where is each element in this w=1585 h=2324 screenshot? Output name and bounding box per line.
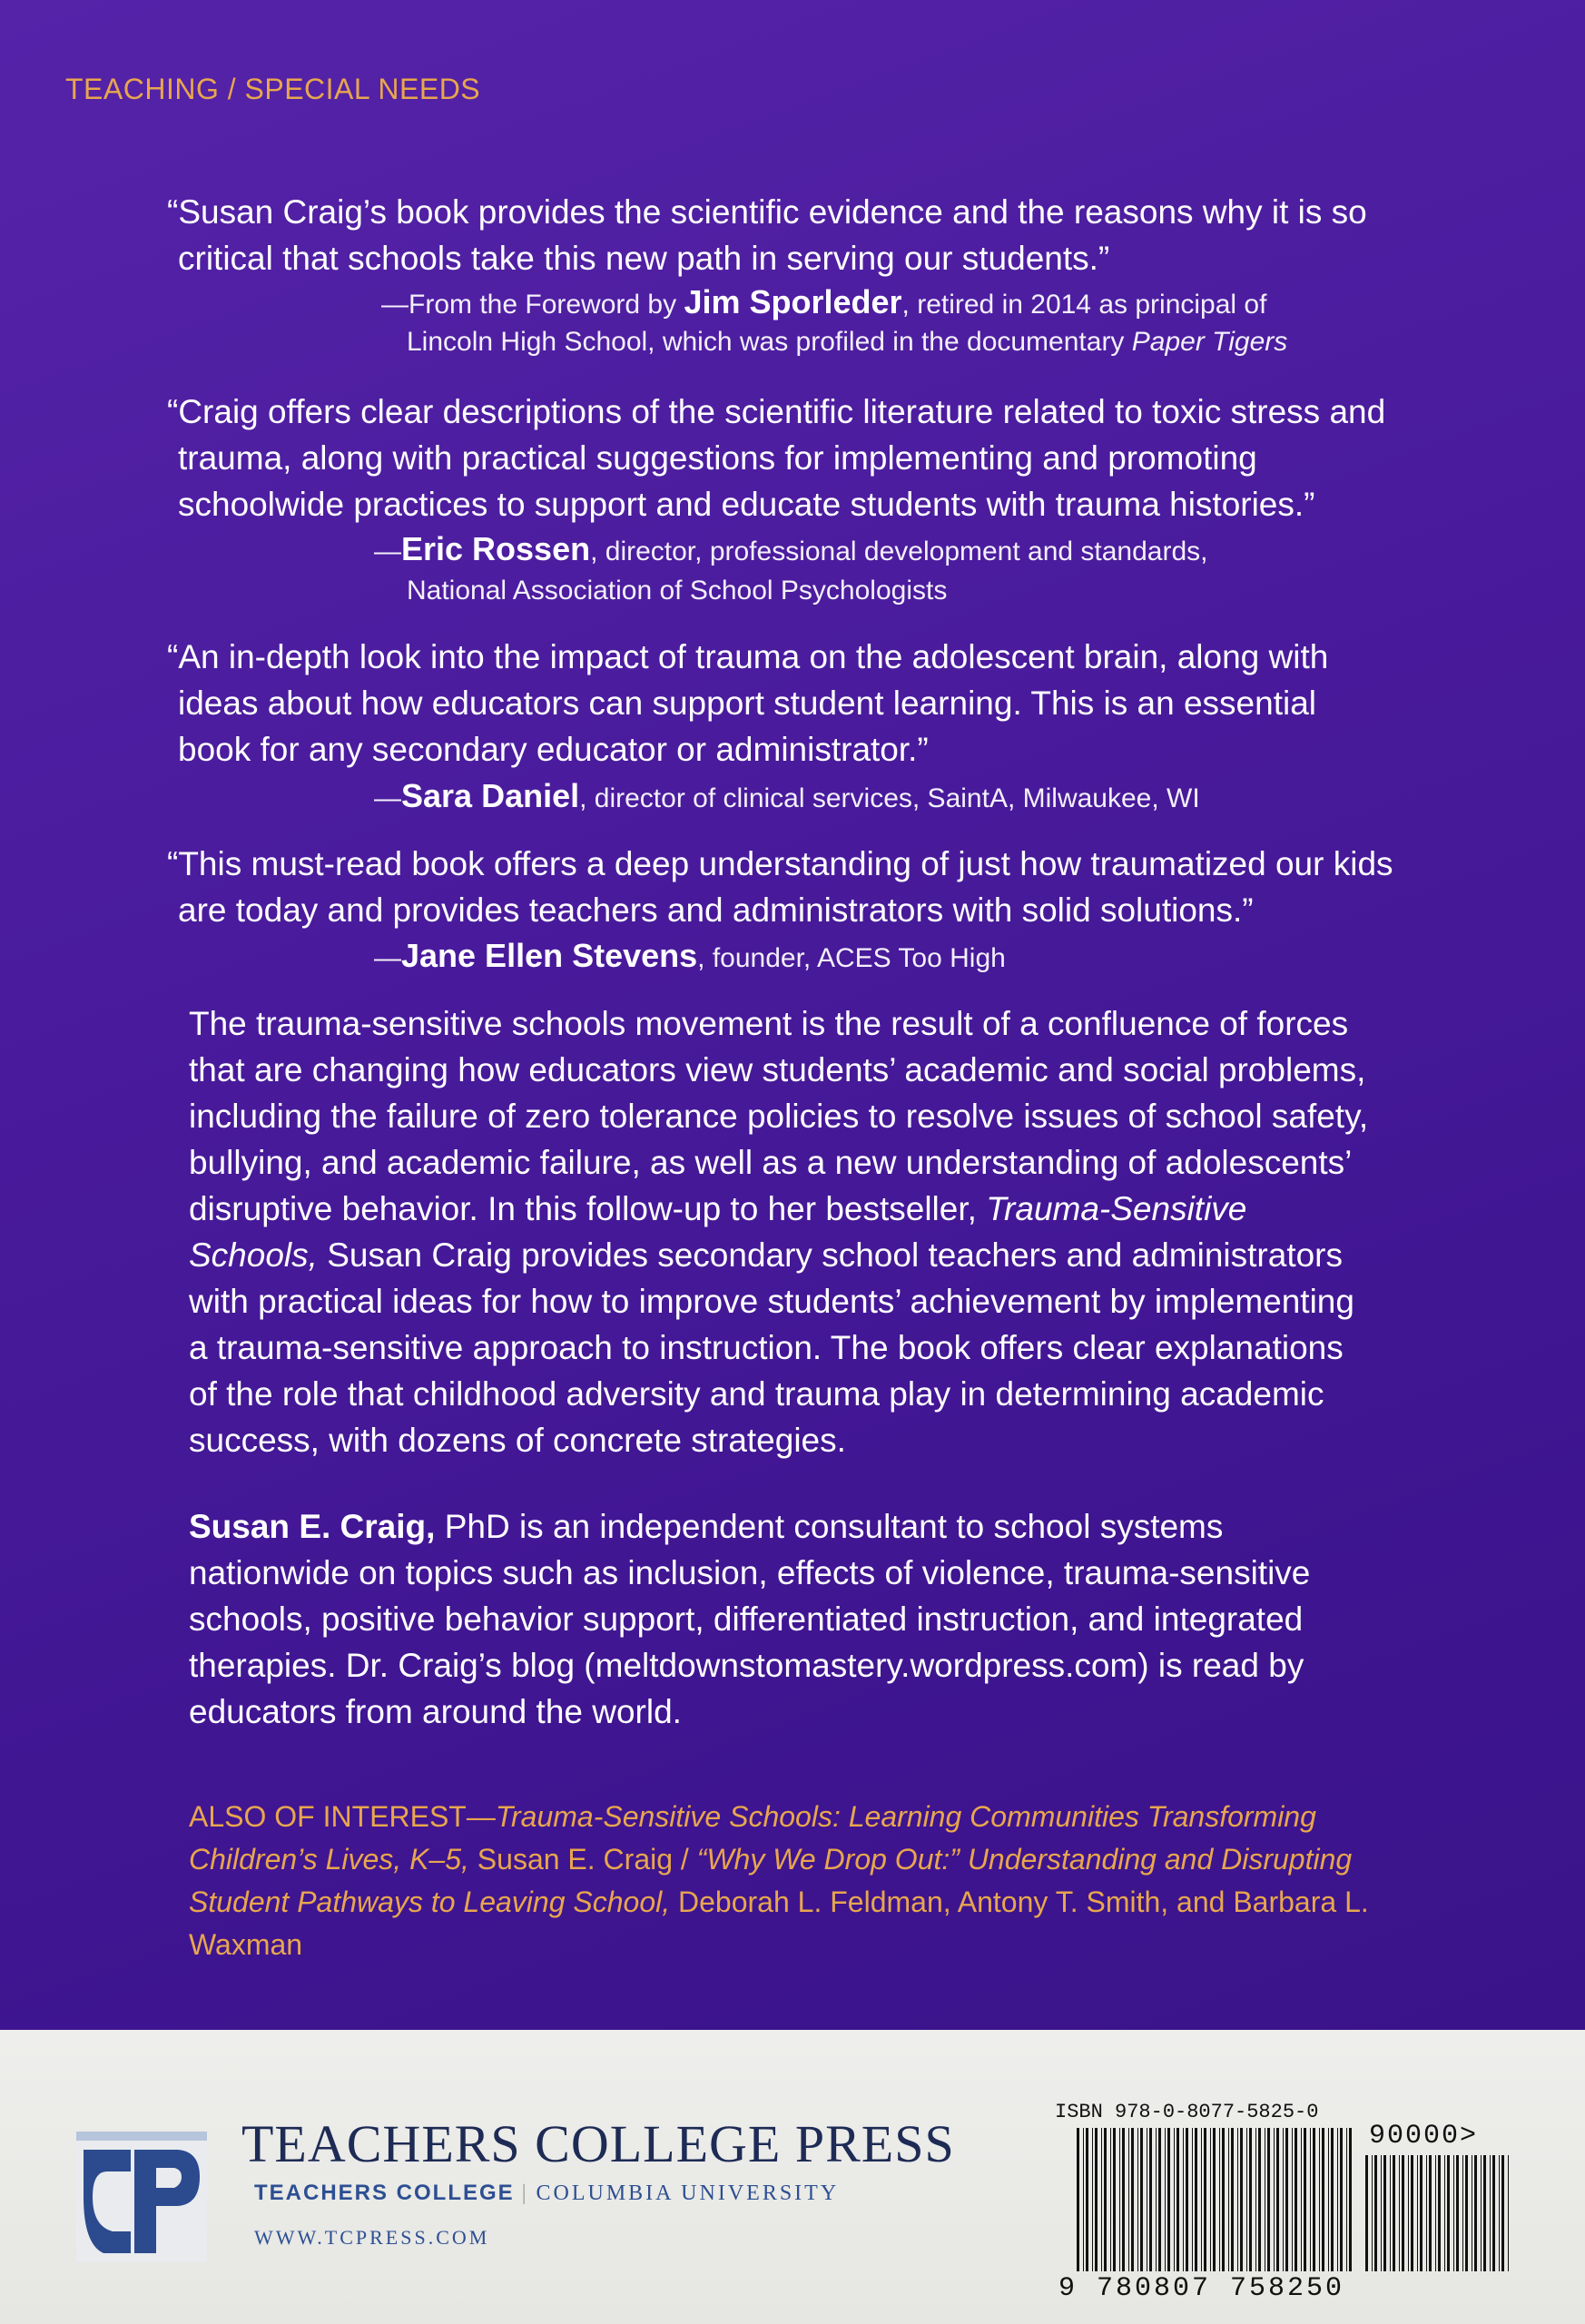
barcode-bar (1429, 2155, 1432, 2271)
quote-text: “Craig offers clear descriptions of the scientific literature related to toxic stress and trauma, along with practical suggestions for implementing and promoting schoolwide practices to support and educate students with trauma histories.” (167, 393, 1386, 523)
barcode-bar (1453, 2155, 1454, 2271)
barcode-bar (1374, 2155, 1377, 2271)
barcode-bar (1390, 2155, 1391, 2271)
barcode-bar (1267, 2128, 1270, 2271)
barcode-bar (1095, 2128, 1098, 2271)
barcode-bar (1140, 2128, 1143, 2271)
publisher-affiliation: TEACHERS COLLEGE | COLUMBIA UNIVERSITY (254, 2181, 840, 2205)
barcode-bar (1101, 2128, 1102, 2271)
barcode-bar (1174, 2128, 1175, 2271)
barcode-bar (1456, 2155, 1459, 2271)
publisher-logo-icon (76, 2132, 207, 2262)
barcode-bar (1483, 2155, 1486, 2271)
barcode-bar (1258, 2128, 1261, 2271)
barcode-bar (1349, 2128, 1352, 2271)
barcode-bar (1122, 2128, 1125, 2271)
barcode-bar (1292, 2128, 1293, 2271)
barcode-bar (1322, 2128, 1324, 2271)
barcode-bar (1402, 2155, 1404, 2271)
barcode-bar (1304, 2128, 1306, 2271)
barcode-bar (1301, 2128, 1302, 2271)
quote-author: Sara Daniel (401, 777, 580, 814)
barcode-bar (1438, 2155, 1441, 2271)
barcode-bar (1465, 2155, 1468, 2271)
barcode-bar (1158, 2128, 1161, 2271)
publisher-name: TEACHERS COLLEGE PRESS (241, 2114, 955, 2173)
barcode-bar (1501, 2155, 1504, 2271)
barcode-bar (1210, 2128, 1211, 2271)
barcode-bar (1481, 2155, 1482, 2271)
book-title-reference: Trauma-Sensitive Schools, (189, 1190, 1247, 1274)
quote-text: “An in-depth look into the impact of trauma on the adolescent brain, along with ideas about how educators can support student learning. This is an essential book for any secondary educator or administrator.” (167, 638, 1329, 768)
barcode-bar (1231, 2128, 1234, 2271)
barcode-bar (1119, 2128, 1120, 2271)
barcode-bar (1474, 2155, 1477, 2271)
book-description: The trauma-sensitive schools movement is the result of a confluence of forces that are changing how educators view students’ academic and social problems, including the failure of zero tolerance policies to resolve issues of school safety, bullying, and academic failure, as well as a new understanding of adolescents’ disruptive behavior. In this follow-up to her bestseller, Trauma-Sensitive Schools, Susan Craig provides secondary school teachers and administrators with practical ideas for how to improve students’ achievement by implementing a trauma-sensitive approach to instruction. The book offers clear explanations of the role that childhood adversity and trauma play in determining academic success, with dozens of concrete strategies. (189, 1005, 1369, 1459)
barcode-bar (1310, 2128, 1311, 2271)
barcode-bar (1319, 2128, 1320, 2271)
also-of-interest: ALSO OF INTEREST—Trauma-Sensitive Schools: Learning Communities Transforming Children’s Lives, K–5, Susan E. Craig / “Why We Drop Out:” Understanding and Disrupting Student Pathways to Leaving School, Deborah L. Feldman, Antony T. Smith, and Barbara L. Waxman (189, 1800, 1369, 1961)
barcode-bar (1285, 2128, 1288, 2271)
barcode-bar (1222, 2128, 1225, 2271)
barcode-bar (1346, 2128, 1347, 2271)
barcode-bar (1337, 2128, 1338, 2271)
barcode-bar (1444, 2155, 1445, 2271)
quote-author: Jim Sporleder (684, 283, 902, 320)
quote-attribution: —Sara Daniel, director of clinical services, SaintA, Milwaukee, WI (374, 777, 1200, 814)
barcode-bar (1462, 2155, 1463, 2271)
barcode-bar (1383, 2155, 1386, 2271)
barcode-bar (1228, 2128, 1229, 2271)
barcode-bar (1393, 2155, 1395, 2271)
barcode-bar (1274, 2128, 1275, 2271)
barcode-bar (1492, 2155, 1495, 2271)
barcode-bar (1128, 2128, 1129, 2271)
quote-attribution-line: National Association of School Psychologists (407, 576, 948, 606)
barcode-bar (1204, 2128, 1206, 2271)
barcode-bar (1246, 2128, 1247, 2271)
barcode-bar (1149, 2128, 1152, 2271)
barcode-bar (1137, 2128, 1138, 2271)
barcode-bar (1276, 2128, 1279, 2271)
barcode-bar (1156, 2128, 1157, 2271)
quote-text: “This must-read book offers a deep understanding of just how traumatized our kids are today and provides teachers and administrators with solid solutions.” (167, 845, 1393, 929)
barcode-bar (1165, 2128, 1166, 2271)
price-code: 90000> (1369, 2121, 1479, 2152)
barcode-bar (1195, 2128, 1197, 2271)
ean-digits: 9 780807 758250 (1058, 2273, 1345, 2304)
quote-text: “Susan Craig’s book provides the scientific evidence and the reasons why it is so critical that schools take this new path in serving our students.” (167, 193, 1367, 277)
barcode-bar (1213, 2128, 1216, 2271)
barcode-bar (1201, 2128, 1202, 2271)
barcode-bar (1192, 2128, 1193, 2271)
barcode-bar (1411, 2155, 1413, 2271)
barcode-bar (1077, 2128, 1079, 2271)
barcode-bar (1183, 2128, 1184, 2271)
barcode-bar (1313, 2128, 1315, 2271)
barcode-bar (1237, 2128, 1238, 2271)
barcode-bar (1167, 2128, 1170, 2271)
barcode-bar (1381, 2155, 1382, 2271)
barcode-bar (1399, 2155, 1400, 2271)
quote-attribution: —From the Foreword by Jim Sporleder, retired in 2014 as principal of (381, 283, 1267, 320)
quote-author: Jane Ellen Stevens (401, 937, 698, 974)
barcode-bar (1186, 2128, 1188, 2271)
barcode-bar (1104, 2128, 1107, 2271)
author-name: Susan E. Craig, (189, 1508, 436, 1545)
barcode-bar (1131, 2128, 1134, 2271)
category-label: TEACHING / SPECIAL NEEDS (65, 73, 481, 105)
barcode-bar (1435, 2155, 1436, 2271)
barcode-bar (1340, 2128, 1343, 2271)
quote-author: Eric Rossen (401, 530, 591, 567)
barcode-bar (1219, 2128, 1220, 2271)
barcode-bar (1426, 2155, 1427, 2271)
barcode-bar (1249, 2128, 1252, 2271)
barcode-bar (1110, 2128, 1111, 2271)
barcode-bar (1255, 2128, 1256, 2271)
barcode-bar (1417, 2155, 1418, 2271)
barcode-bar (1328, 2128, 1329, 2271)
barcode-bar (1092, 2128, 1093, 2271)
barcode-bar (1331, 2128, 1334, 2271)
author-bio: Susan E. Craig, PhD is an independent consultant to school systems nationwide on topics such as inclusion, effects of violence, trauma-sensitive schools, positive behavior support, differentiated instruction, and integrated therapies. Dr. Craig’s blog (meltdownstomastery.wordpress.com) is read by educators from around the world. (189, 1508, 1311, 1730)
barcode-bar (1083, 2128, 1084, 2271)
barcode-bar (1176, 2128, 1179, 2271)
barcode-bar (1447, 2155, 1450, 2271)
quote-attribution: —Eric Rossen, director, professional development and standards, (374, 530, 1208, 567)
barcode-bar (1372, 2155, 1373, 2271)
barcode-bar (1420, 2155, 1423, 2271)
barcode-bar (1240, 2128, 1243, 2271)
barcode-bar (1508, 2155, 1509, 2271)
publisher-url: WWW.TCPRESS.COM (254, 2226, 490, 2249)
quote-attribution-line: Lincoln High School, which was profiled in the documentary Paper Tigers (407, 327, 1288, 357)
barcode-bar (1113, 2128, 1116, 2271)
isbn-label: ISBN 978-0-8077-5825-0 (1055, 2101, 1319, 2123)
barcode-bar (1490, 2155, 1491, 2271)
barcode-bar (1499, 2155, 1500, 2271)
barcode-bar (1408, 2155, 1409, 2271)
barcode-bar (1283, 2128, 1284, 2271)
barcode-bar (1086, 2128, 1088, 2271)
barcode-bar (1365, 2155, 1368, 2271)
barcode-bar (1295, 2128, 1297, 2271)
quote-attribution: —Jane Ellen Stevens, founder, ACES Too High (374, 937, 1006, 974)
